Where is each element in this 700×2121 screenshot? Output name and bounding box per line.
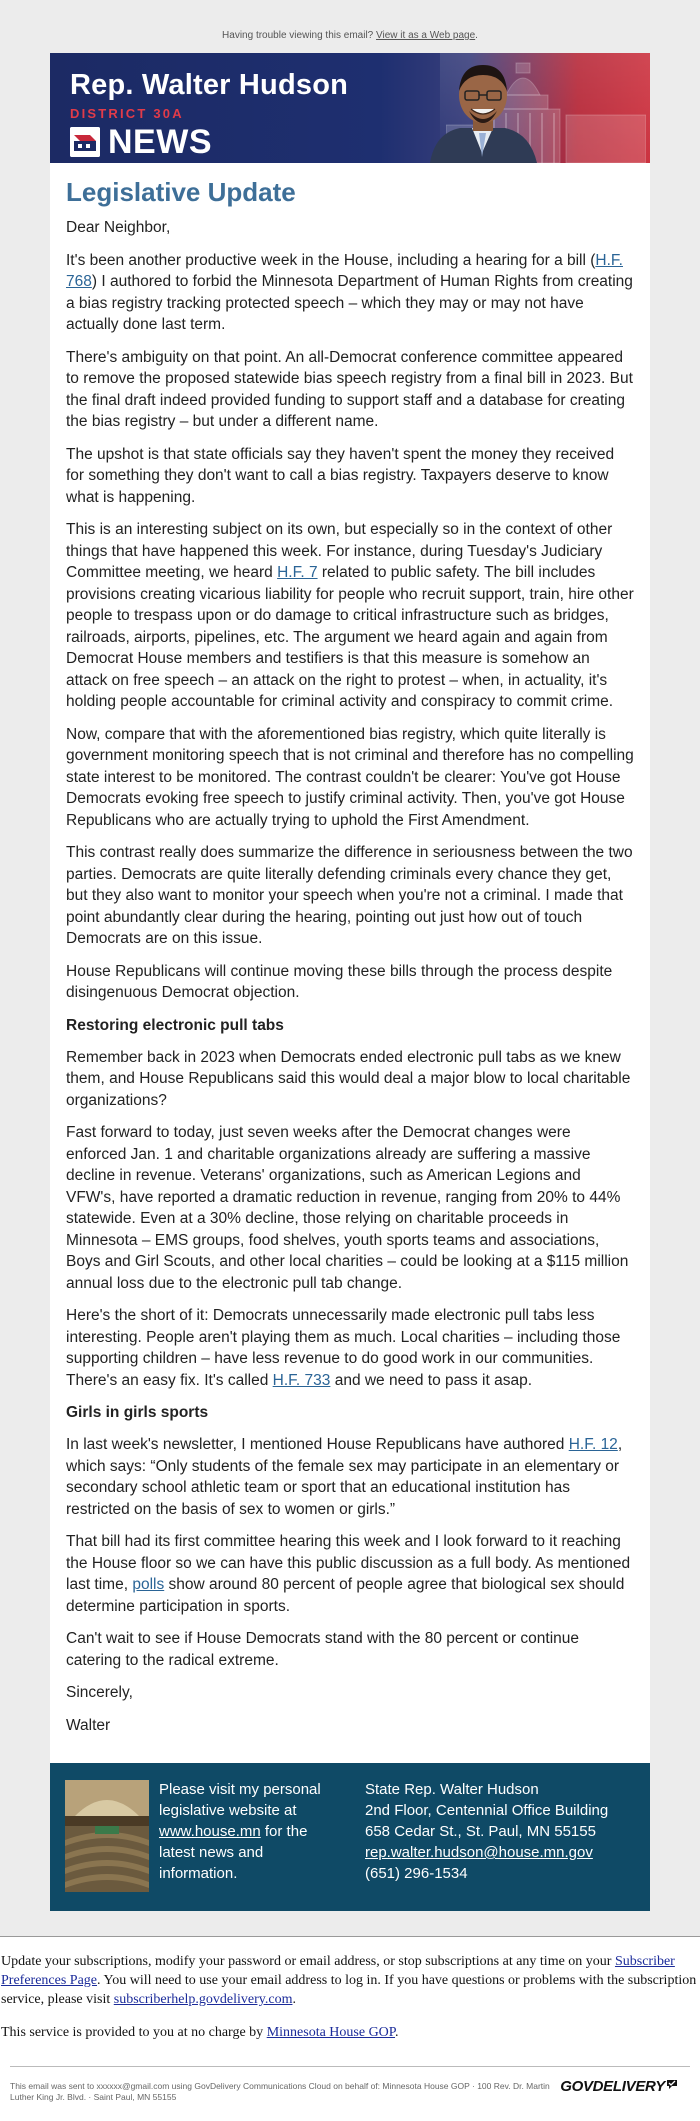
- legal-text: This email was sent to xxxxxx@gmail.com using GovDelivery Communications Cloud on behalf of: Minnesota House GOP · 100 Rev. Dr. Martin Luther King Jr. Blvd. · Saint Paul, MN 55155: [10, 2081, 550, 2102]
- govdelivery-logo[interactable]: GOVDELIVERY: [560, 2078, 678, 2095]
- subscriber-help-link[interactable]: subscriberhelp.govdelivery.com: [113, 1992, 293, 2007]
- salutation: Dear Neighbor,: [66, 219, 171, 236]
- closing: Sincerely,: [66, 1684, 133, 1701]
- email-body: [50, 163, 650, 1763]
- section-heading-pull-tabs: Restoring electronic pull tabs: [66, 1016, 284, 1034]
- top-notice-text: Having trouble viewing this email?: [222, 30, 374, 41]
- contact-address: 658 Cedar St., St. Paul, MN 55155: [365, 1823, 596, 1840]
- rep-name: Rep. Walter Hudson: [70, 69, 349, 101]
- minnesota-house-gop-link[interactable]: Minnesota House GOP: [266, 2025, 396, 2040]
- paragraph: Remember back in 2023 when Democrats ended electronic pull tabs as we knew them, and House Republicans said this would deal a major blow to local charitable organizations?: [66, 1048, 631, 1109]
- news-label: NEWS: [108, 123, 212, 161]
- email-card: [50, 53, 650, 1911]
- contact-office: 2nd Floor, Centennial Office Building: [365, 1802, 609, 1819]
- top-notice: Having trouble viewing this email? View it as a Web page.: [222, 30, 478, 41]
- hf-768-link[interactable]: H.F. 768: [66, 251, 623, 290]
- contact-info: [365, 1779, 635, 1884]
- page-title: Legislative Update: [66, 177, 296, 207]
- subscriber-preferences-link[interactable]: Subscriber Preferences Page: [1, 1954, 675, 1988]
- paragraph: This contrast really does summarize the difference in seriousness between the two parties. Democrats are quite literally defending criminals every chance they get, but they also want to monitor your speech when you're not a criminal. I made that point abundantly clear during the hearing, pointing out just how out of touch Democrats are on this issue.: [66, 844, 633, 947]
- divider: [10, 2066, 690, 2067]
- view-web-page-link[interactable]: View it as a Web page: [376, 30, 476, 41]
- paragraph: The upshot is that state officials say they haven't spent the money they received for something they don't want to call a bias registry. Taxpayers deserve to know what is happening.: [66, 445, 615, 506]
- house-mn-link[interactable]: www.house.mn: [159, 1823, 261, 1840]
- contact-footer: [50, 1763, 650, 1911]
- paragraph: In last week's newsletter, I mentioned House Republicans have authored H.F. 12, which says: “Only students of the female sex may participate in an elementary or secondary school athletic team or sport that an educational institution has restricted on the basis of sex to women or girls.”: [66, 1436, 623, 1518]
- contact-name: State Rep. Walter Hudson: [365, 1781, 539, 1798]
- contact-phone: (651) 296-1534: [365, 1865, 468, 1882]
- section-heading-girls-sports: Girls in girls sports: [66, 1404, 209, 1421]
- legal-footer: [0, 2066, 700, 2121]
- hf-7-link[interactable]: H.F. 7: [277, 564, 318, 581]
- website-note: Please visit my personal legislative website at www.house.mn for the latest news and information.: [159, 1781, 321, 1882]
- district-label: DISTRICT 30A: [70, 106, 184, 121]
- contact-email-link[interactable]: rep.walter.hudson@house.mn.gov: [365, 1844, 593, 1861]
- polls-link[interactable]: polls: [132, 1576, 165, 1593]
- paragraph: There's ambiguity on that point. An all-Democrat conference committee appeared to remove the proposed statewide bias speech registry from a final bill in 2023. But the final draft indeed provided funding to support staff and a database for creating the bias registry – but under a different name.: [66, 348, 633, 430]
- hf-12-link[interactable]: H.F. 12: [568, 1436, 618, 1453]
- paragraph: This is an interesting subject on its own, but especially so in the context of other things that have happened this week. For instance, during Tuesday's Judiciary Committee meeting, we heard H.F. 7 related to public safety. The bill includes provisions creating vicarious liability for people who recruit support, train, hire other people to trespass upon or do damage to critical infrastructure such as bridges, railroads, airports, pipelines, etc. The argument we heard again and again from Democrat House members and testifiers is that this measure is somehow an attack on free speech – an attack on the right to protest – when, in actuality, it's holding people accountable for criminal activity and conspiracy to commit crime.: [66, 521, 634, 710]
- paragraph: Can't wait to see if House Democrats stand with the 80 percent or continue catering to the radical extreme.: [66, 1630, 580, 1669]
- header-banner: [50, 53, 650, 163]
- hf-733-link[interactable]: H.F. 733: [272, 1371, 331, 1389]
- rep-portrait-image: [425, 53, 540, 163]
- signature: Walter: [66, 1716, 111, 1734]
- paragraph: It's been another productive week in the House, including a hearing for a bill (H.F. 768) I authored to forbid the Minnesota Department of Human Rights from creating a bias registry tracking protected speech – which they may or may not have actually done last term.: [66, 251, 633, 333]
- house-chamber-photo: [65, 1780, 149, 1892]
- house-gop-logo-icon: [70, 127, 100, 157]
- paragraph: Now, compare that with the aforementioned bias registry, which quite literally is government monitoring speech that is not criminal and therefore has no compelling state interest to be monitored. The contrast couldn't be clearer: You've got House Democrats evoking free speech to justify criminal activity. Then, you've got House Republicans who are actually trying to uphold the First Amendment.: [66, 725, 634, 829]
- paragraph: House Republicans will continue moving these bills through the process despite disingenuous Democrat objection.: [66, 962, 613, 1001]
- paragraph: Here's the short of it: Democrats unnecessarily made electronic pull tabs less interesting. People aren't playing them as much. Local charities – including those supporting children – have less revenue to do good work in our communities. There's an easy fix. It's called H.F. 733 and we need to pass it asap.: [66, 1307, 621, 1389]
- paragraph: That bill had its first committee hearing this week and I look forward to it reaching the House floor so we can have this public discussion as a full body. As mentioned last time, polls show around 80 percent of people agree that biological sex should determine participation in sports.: [66, 1533, 631, 1615]
- paragraph: Fast forward to today, just seven weeks after the Democrat changes were enforced Jan. 1 and charitable organizations already are suffering a massive decline in revenue. Veterans' organizations, such as American Legions and VFW's, have reported a dramatic reduction in revenue, ranging from 20% to 44% statewide. Even at a 30% decline, those relying on charitable proceeds in Minnesota – EMS groups, food shelves, youth sports teams and associations, Boys and Girl Scouts, and other local charities – could be looking at a $115 million annual loss due to the electronic pull tab change.: [66, 1124, 629, 1292]
- govdelivery-check-icon: [666, 2078, 678, 2090]
- subscription-notice: Update your subscriptions, modify your password or email address, or stop subscriptions at any time on your Subscriber Preferences Page. You will need to use your email address to log in. If you have questions or problems with the subscription service, please visit subscriberhelp.govdelivery.com. This service is provided to you at no charge by Minnesota House GOP.: [0, 1937, 700, 2066]
